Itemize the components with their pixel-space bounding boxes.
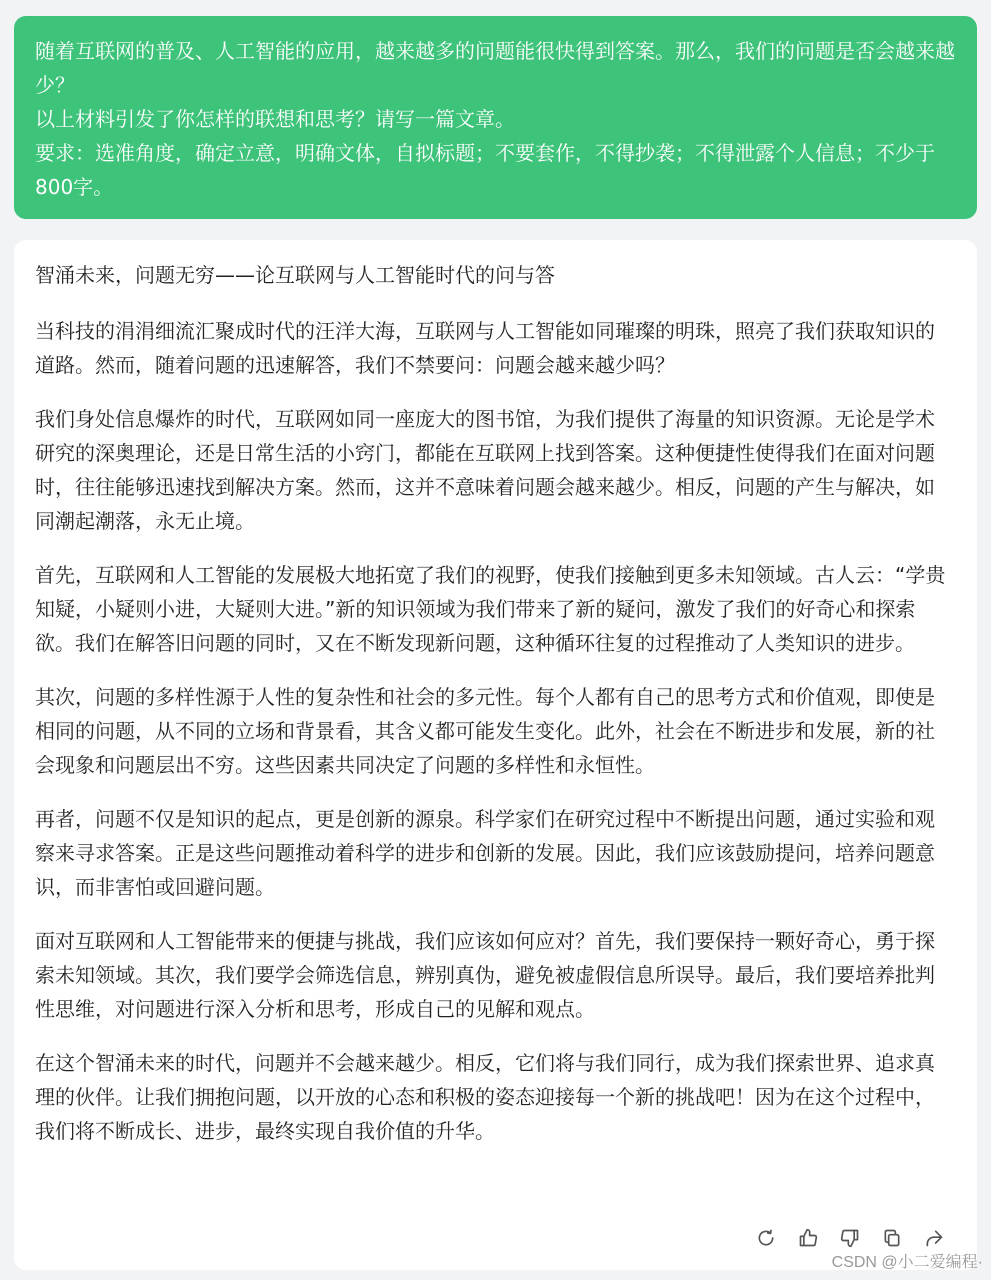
assistant-answer-card — [14, 240, 977, 1270]
regenerate-button[interactable] — [753, 1225, 779, 1251]
copy-button[interactable] — [879, 1225, 905, 1251]
prompt-line: 以上材料引发了你怎样的联想和思考？请写一篇文章。 — [35, 107, 515, 131]
prompt-line: 随着互联网的普及、人工智能的应用，越来越多的问题能很快得到答案。那么，我们的问题是否会越来越少？ — [35, 39, 955, 97]
like-button[interactable] — [795, 1225, 821, 1251]
dislike-button[interactable] — [837, 1225, 863, 1251]
copy-icon — [882, 1228, 902, 1248]
message-actions-toolbar — [753, 1225, 947, 1251]
essay-paragraph: 我们身处信息爆炸的时代，互联网如同一座庞大的图书馆，为我们提供了海量的知识资源。无论是学术研究的深奥理论，还是日常生活的小窍门，都能在互联网上找到答案。这种便捷性使得我们在面对问题时，往往能够迅速找到解决方案。然而，这并不意味着问题会越来越少。相反，问题的产生与解决，如同潮起潮落，永无止境。 — [35, 407, 935, 533]
share-icon — [924, 1228, 944, 1248]
user-prompt-bubble — [14, 16, 977, 219]
refresh-icon — [756, 1228, 776, 1248]
share-button[interactable] — [921, 1225, 947, 1251]
csdn-watermark: CSDN @小二爱编程· — [831, 1254, 983, 1271]
prompt-line: 要求：选准角度，确定立意，明确文体，自拟标题；不要套作，不得抄袭；不得泄露个人信息；不少于800字。 — [35, 141, 935, 199]
essay-paragraph: 当科技的涓涓细流汇聚成时代的汪洋大海，互联网与人工智能如同璀璨的明珠，照亮了我们获取知识的道路。然而，随着问题的迅速解答，我们不禁要问：问题会越来越少吗？ — [35, 319, 935, 377]
essay-paragraph: 首先，互联网和人工智能的发展极大地拓宽了我们的视野，使我们接触到更多未知领域。古人云：“学贵知疑，小疑则小进，大疑则大进。”新的知识领域为我们带来了新的疑问，激发了我们的好奇心和探索欲。我们在解答旧问题的同时，又在不断发现新问题，这种循环往复的过程推动了人类知识的进步。 — [35, 563, 946, 655]
essay-paragraph: 其次，问题的多样性源于人性的复杂性和社会的多元性。每个人都有自己的思考方式和价值观，即使是相同的问题，从不同的立场和背景看，其含义都可能发生变化。此外，社会在不断进步和发展，新的社会现象和问题层出不穷。这些因素共同决定了问题的多样性和永恒性。 — [35, 685, 935, 777]
essay-paragraph: 再者，问题不仅是知识的起点，更是创新的源泉。科学家们在研究过程中不断提出问题，通过实验和观察来寻求答案。正是这些问题推动着科学的进步和创新的发展。因此，我们应该鼓励提问，培养问题意识，而非害怕或回避问题。 — [35, 807, 935, 899]
thumbs-up-icon — [798, 1228, 818, 1248]
essay-paragraph: 面对互联网和人工智能带来的便捷与挑战，我们应该如何应对？首先，我们要保持一颗好奇心，勇于探索未知领域。其次，我们要学会筛选信息，辨别真伪，避免被虚假信息所误导。最后，我们要培养批判性思维，对问题进行深入分析和思考，形成自己的见解和观点。 — [35, 929, 935, 1021]
essay-paragraph: 在这个智涌未来的时代，问题并不会越来越少。相反，它们将与我们同行，成为我们探索世界、追求真理的伙伴。让我们拥抱问题，以开放的心态和积极的姿态迎接每一个新的挑战吧！因为在这个过程中，我们将不断成长、进步，最终实现自我价值的升华。 — [35, 1051, 935, 1143]
thumbs-down-icon — [840, 1228, 860, 1248]
essay-title: 智涌未来，问题无穷——论互联网与人工智能时代的问与答 — [35, 263, 555, 287]
